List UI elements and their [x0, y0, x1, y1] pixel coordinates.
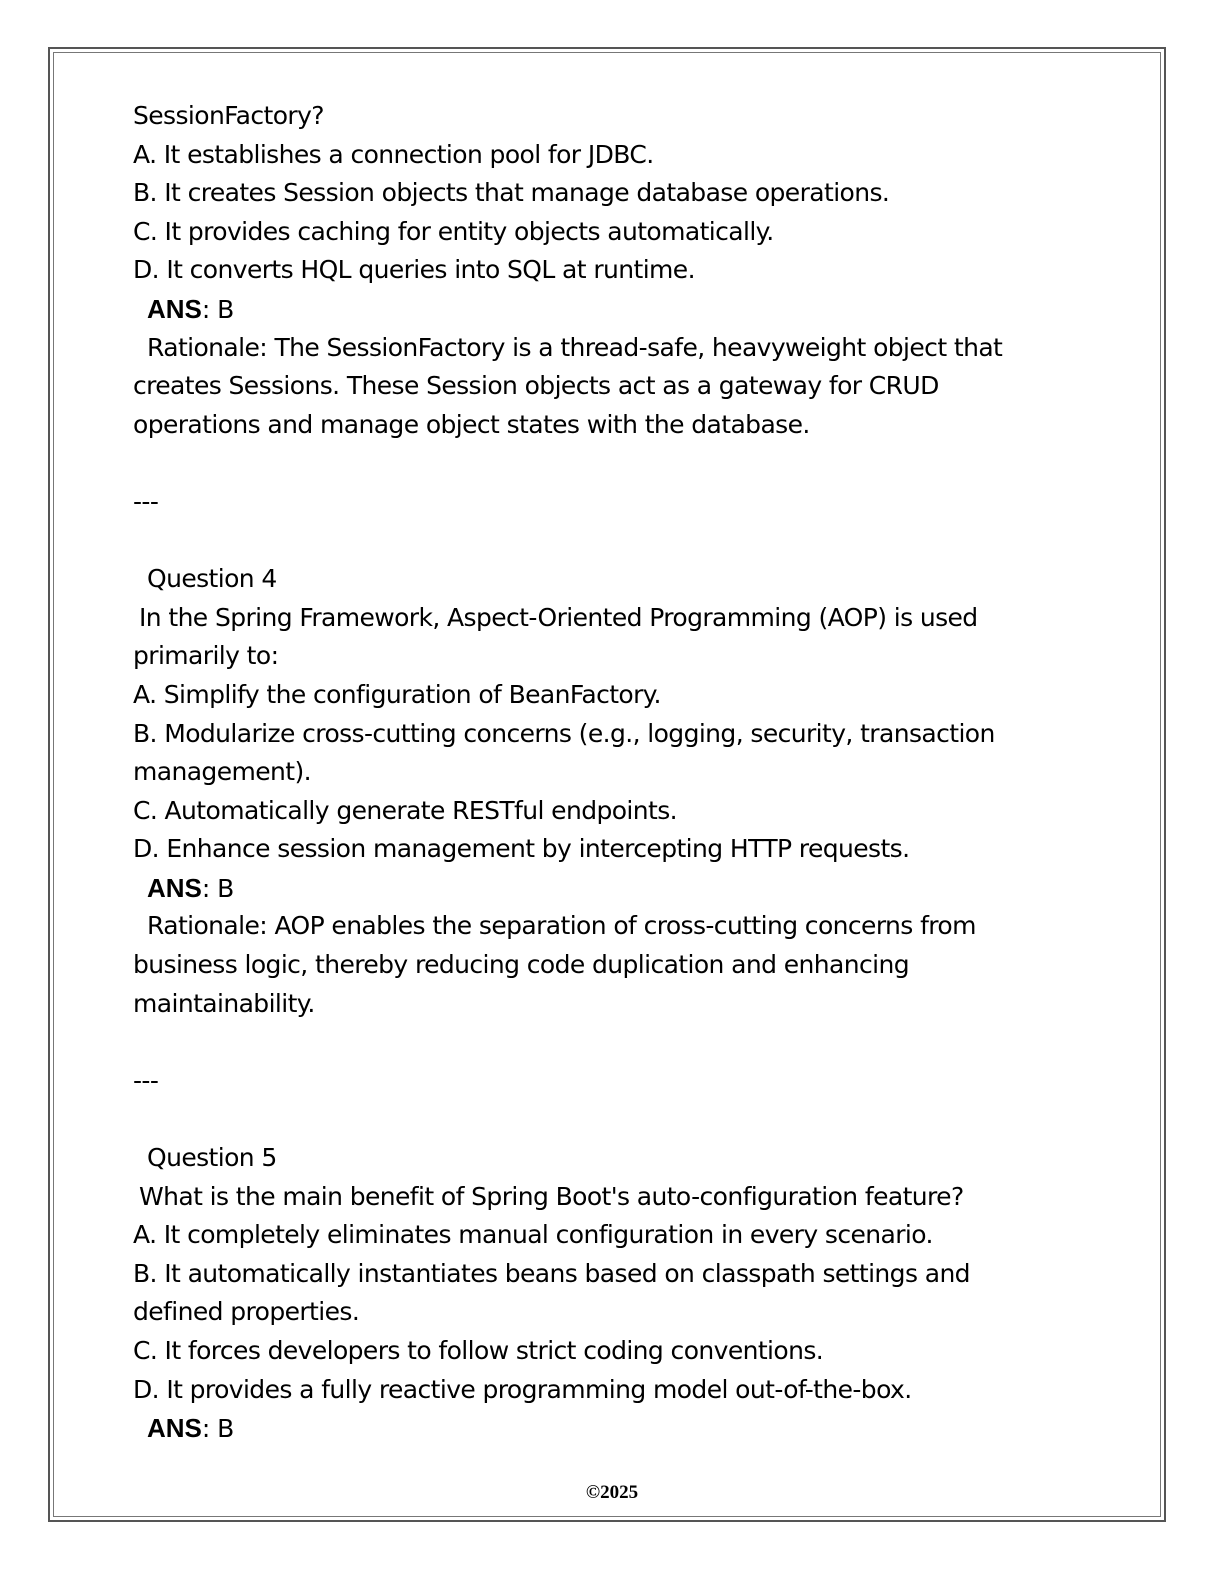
section-separator-1: ---	[133, 486, 159, 516]
spacer	[133, 522, 1093, 561]
q4-answer-label: ANS	[147, 872, 202, 903]
section-separator-2: ---	[133, 1065, 159, 1095]
q5-option-b-continued: defined properties.	[133, 1297, 360, 1327]
spacer	[133, 1023, 1093, 1062]
q5-option-c: C. It forces developers to follow strict coding conventions.	[133, 1336, 824, 1365]
q5-answer-label: ANS	[147, 1413, 202, 1444]
q5-heading: Question 5	[147, 1143, 277, 1173]
q5-answer	[133, 1409, 1093, 1448]
page-footer-copyright: ©2025	[585, 1482, 639, 1503]
q3-option-a: A. It establishes a connection pool for JDBC.	[133, 139, 654, 169]
q5-answer-value: : B	[201, 1414, 234, 1444]
q4-stem-line-2: primarily to:	[133, 641, 279, 671]
q3-answer-label: ANS	[147, 293, 202, 324]
q3-rationale-line-1: Rationale: The SessionFactory is a thread-safe, heavyweight object that	[147, 332, 1003, 362]
document-body	[133, 97, 1093, 1448]
q4-stem-line-1: In the Spring Framework, Aspect-Oriented Programming (AOP) is used	[139, 602, 978, 632]
q3-answer	[133, 290, 1093, 329]
q4-rationale-line-1: Rationale: AOP enables the separation of cross-cutting concerns from	[147, 911, 976, 941]
q4-heading: Question 4	[147, 564, 277, 594]
spacer	[133, 444, 1093, 483]
q3-stem-tail: SessionFactory?	[133, 101, 324, 130]
q4-option-d: D. Enhance session management by intercepting HTTP requests.	[133, 834, 910, 864]
q4-rationale-line-3: maintainability.	[133, 988, 315, 1018]
spacer	[133, 1100, 1093, 1139]
q3-option-b: B. It creates Session objects that manage database operations.	[133, 178, 890, 208]
q4-answer-value: : B	[201, 873, 234, 903]
q5-option-d: D. It provides a fully reactive programming model out-of-the-box.	[133, 1374, 912, 1404]
q3-option-d: D. It converts HQL queries into SQL at runtime.	[133, 255, 695, 285]
q5-option-b: B. It automatically instantiates beans based on classpath settings and	[133, 1258, 970, 1288]
q4-option-b-continued: management).	[133, 757, 311, 787]
q4-option-a: A. Simplify the configuration of BeanFactory.	[133, 679, 661, 709]
q3-answer-value: : B	[201, 294, 234, 324]
q4-option-b: B. Modularize cross-cutting concerns (e.g., logging, security, transaction	[133, 718, 995, 748]
q3-option-c: C. It provides caching for entity objects automatically.	[133, 216, 774, 246]
q4-answer	[133, 869, 1093, 908]
q4-option-c: C. Automatically generate RESTful endpoints.	[133, 795, 677, 825]
q5-stem-line-1: What is the main benefit of Spring Boot's auto-configuration feature?	[139, 1181, 964, 1211]
q5-option-a: A. It completely eliminates manual configuration in every scenario.	[133, 1220, 933, 1250]
q3-rationale-line-2: creates Sessions. These Session objects act as a gateway for CRUD	[133, 371, 939, 401]
q3-rationale-line-3: operations and manage object states with the database.	[133, 409, 810, 439]
q4-rationale-line-2: business logic, thereby reducing code duplication and enhancing	[133, 950, 909, 980]
